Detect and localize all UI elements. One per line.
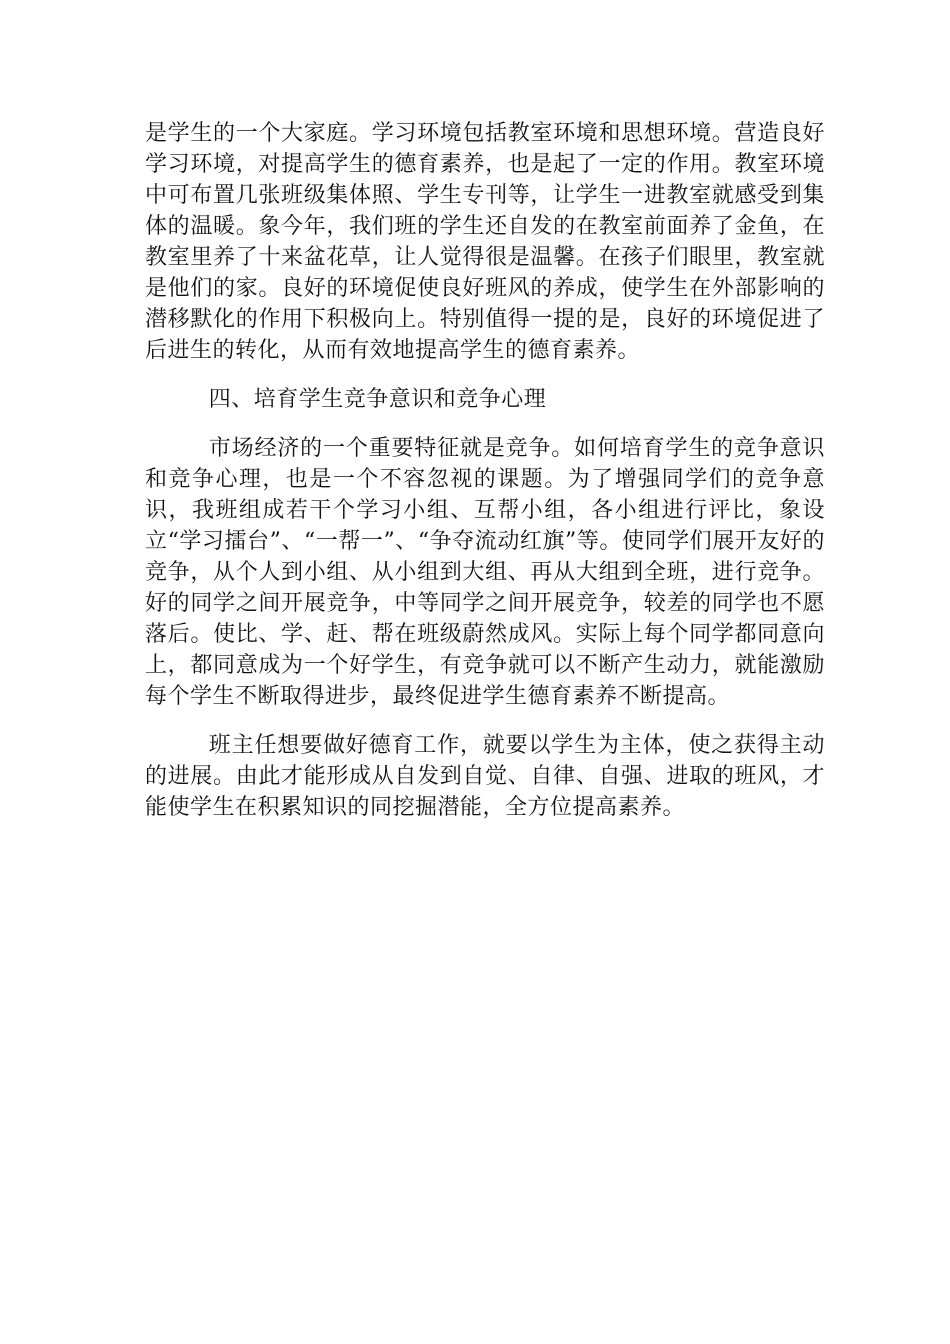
paragraph-competition: 市场经济的一个重要特征就是竞争。如何培育学生的竞争意识和竞争心理，也是一个不容忽视的课题。为了增强同学们的竞争意识，我班组成若干个学习小组、互帮小组，各小组进行评比，象设立“学习擂台”、“一帮一”、“争夺流动红旗”等。使同学们展开友好的竞争，从个人到小组、从小组到大组、再从大组到全班，进行竞争。好的同学之间开展竞争，中等同学之间开展竞争，较差的同学也不愿落后。使比、学、赶、帮在班级蔚然成风。实际上每个同学都同意向上，都同意成为一个好学生，有竞争就可以不断产生动力，就能激励每个学生不断取得进步，最终促进学生德育素养不断提高。 — [145, 436, 825, 709]
paragraph-conclusion: 班主任想要做好德育工作，就要以学生为主体，使之获得主动的进展。由此才能形成从自发到自觉、自律、自强、进取的班风，才能使学生在积累知识的同挖掘潜能，全方位提高素养。 — [145, 733, 825, 820]
document-body — [145, 118, 825, 823]
paragraph-gap — [145, 366, 825, 384]
paragraph-gap — [145, 712, 825, 730]
section-heading-competition: 四、培育学生竞争意识和竞争心理 — [208, 387, 547, 412]
paragraph-learning-environment: 是学生的一个大家庭。学习环境包括教室环境和思想环境。营造良好学习环境，对提高学生的德育素养，也是起了一定的作用。教室环境中可布置几张班级集体照、学生专刊等，让学生一进教室就感受到集体的温暖。象今年，我们班的学生还自发的在教室前面养了金鱼，在教室里养了十来盆花草，让人觉得很是温馨。在孩子们眼里，教室就是他们的家。良好的环境促使良好班风的养成，使学生在外部影响的潜移默化的作用下积极向上。特别值得一提的是，良好的环境促进了后进生的转化，从而有效地提高学生的德育素养。 — [145, 121, 825, 363]
paragraph-gap — [145, 415, 825, 433]
